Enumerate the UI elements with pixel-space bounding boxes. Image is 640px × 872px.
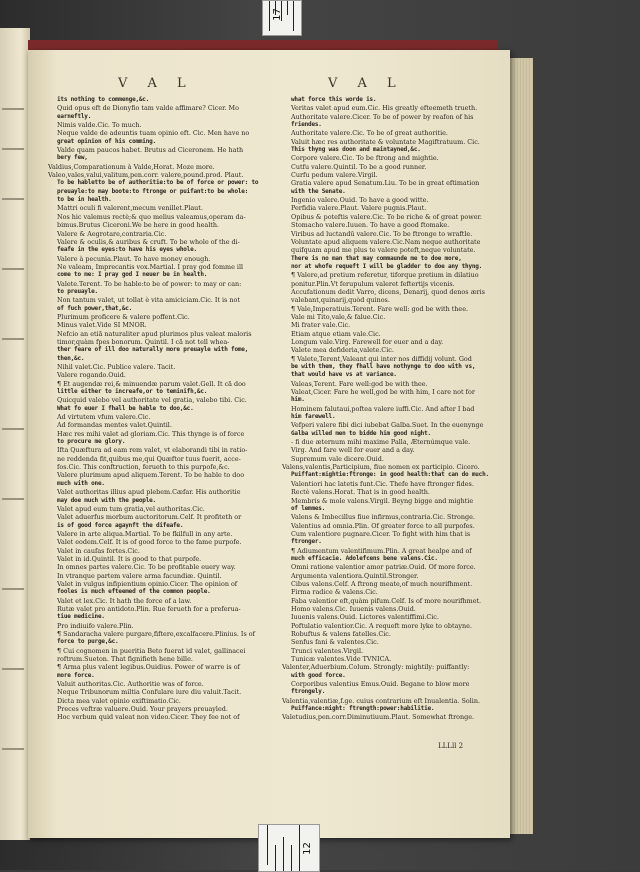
text-line: Valenter,Aduerbium.Colum. Strongly: mightily: puiffantly: xyxy=(282,663,470,672)
text-line: Valet in caufas fortes.Cic. xyxy=(57,546,140,555)
text-line: ¶ Valere,ad pretium referetur, tiforque pretium in dilatiuo xyxy=(291,271,479,280)
text-line: Faba valentior eft,quàm pifum.Celf. Is of more nourifhmet. xyxy=(291,596,482,605)
text-line: This thyng was doon and maintayned,&c. xyxy=(291,146,421,154)
text-line: Membris & mole valens.Virgil. Beyng bigge and mightie xyxy=(291,496,474,505)
text-line: then,&c. xyxy=(57,354,85,362)
text-line: Omni ratione valentior amor patriæ.Ouid. Of more force. xyxy=(291,563,476,572)
text-line: Valuit hæc res authoritate & voluntate Magiftratuum. Cic. xyxy=(291,137,480,146)
text-line: ¶ Cui cognomen in pueritia Beto fuerat id valet, gallinacei xyxy=(57,646,246,655)
text-line: Rutæ valet pro antidoto.Plin. Rue ferueth for a preferua- xyxy=(57,604,241,613)
text-line: Valeo,vales,valui,valitum,pen.corr. valere,pound.prod. Plaut. xyxy=(48,171,244,180)
text-line: Corpore valere.Cic. To be ftrong and mightie. xyxy=(291,154,439,163)
text-line: Hæc res mihi valet ad gloriam.Cic. This thynge is of force xyxy=(57,429,245,438)
text-line: Valeas,Terent. Fare well:god be with thee. xyxy=(291,379,428,388)
text-line: Valens,valentis,Participium, fiue nomen ex participio. Cicero. xyxy=(282,463,480,472)
text-line: that would have vs at variance. xyxy=(291,371,397,379)
text-line: To be habletto be of authoritie:to be of force or power: to xyxy=(57,179,259,187)
text-line: Veritas valet apud eum.Cic. His greatly efteemeth trueth. xyxy=(291,104,478,113)
text-line: Valet in vulgus infipientium opinio.Cicer. The opinion of xyxy=(57,579,238,588)
text-line: nor at whofe requeft I will be gladder to doe any thyng. xyxy=(291,262,483,270)
text-line: Robuftus & valens fatelles.Cic. xyxy=(291,630,391,638)
text-line: him farewell. xyxy=(291,413,336,421)
text-line: Longum vale.Virg. Farewell for euer and a day. xyxy=(291,337,444,346)
text-line: him. xyxy=(291,396,305,404)
text-line: Valens & Imbecillus fiue infirmus,contraria.Cic. Stronge. xyxy=(291,513,475,522)
text-line: Dicta mea valet opinio exiftimatio.Cic. xyxy=(57,696,181,705)
text-line: Voluntate apud aliquem valere.Cic.Nam neque authoritate xyxy=(291,237,481,246)
dictionary-column-right xyxy=(282,96,502,722)
running-head-left: V A L xyxy=(118,76,194,91)
text-line: Vefperi valere fibi dici iubebat Galba.Suet. In the euenynge xyxy=(291,421,484,430)
text-line: is of good force agaynft the difeafe. xyxy=(57,521,184,529)
text-line: with the Senate. xyxy=(291,187,346,195)
text-line: Stomacho valere.Iuuen. To have a good ftomake. xyxy=(291,221,450,230)
text-line: more force. xyxy=(57,671,95,679)
text-line: Mi frater vale.Cic. xyxy=(291,321,351,330)
text-line: Nimis valde.Cic. To much. xyxy=(57,121,142,130)
text-line: Neque Tribunorum miltia Confulare iure diu valuit.Tacit. xyxy=(57,688,242,697)
ruler-bottom xyxy=(258,824,320,872)
text-line: Neque valde de adeuntis tuam opinio eft. Cic. Men have no xyxy=(57,129,250,138)
text-line: ne reddenda fit,quibus me,qui Quæftor tuus fuerit, acce- xyxy=(57,454,241,463)
text-line: ¶ Et augendæ rei,& minuendæ parum valet.Gell. It cã doo xyxy=(57,379,246,388)
text-line: Perfidia valere.Plaut. Valere pugnis.Plaut. xyxy=(291,204,427,213)
text-line: little either to increafe,or to teminifh,&c. xyxy=(57,388,208,396)
text-line: earneftly. xyxy=(57,112,92,120)
text-line: tiue medicine. xyxy=(57,613,105,621)
running-head-right: V A L xyxy=(328,76,404,91)
text-line: much efficacie. Adolefcens bene valens.Cic. xyxy=(291,554,438,562)
text-line: Senfus fani & valentes.Cic. xyxy=(291,638,379,647)
text-line: Valet authoritas illius apud plebem.Cæfar. His authoritie xyxy=(57,488,241,497)
text-line: be with them, they fhall have nothynge to doo with vs, xyxy=(291,363,476,370)
text-line: ¶ Sandaracha valere purgare,fiftere,excalfacere.Plinius. Is of xyxy=(57,630,255,638)
text-line: Valentiori hac latetis funt.Cic. Thefe have ftronger fides. xyxy=(291,479,474,488)
text-line: Valete.Terent. To be hable:to be of power: to may or can: xyxy=(57,279,242,288)
text-line: may doe much with the people. xyxy=(57,496,156,504)
text-line: bery few, xyxy=(57,154,88,162)
text-line: Trunci valentes.Virgil. xyxy=(291,646,364,655)
text-line: Authoritate valere.Cicer. To be of power by reafon of his xyxy=(291,112,474,121)
text-line: Cum valentiore pugnare.Cicer. To fight with him that is xyxy=(291,529,471,538)
text-line: Vale mi Tito,vale,& falue.Cic. xyxy=(291,312,386,321)
text-line: Corporibus valentius Emus.Ouid. Begane to blow more xyxy=(291,680,470,689)
text-line: fos.Cic. This conftruction, ferueth to this purpofe,&c. xyxy=(57,463,230,472)
text-line: Valet aduerfus morbum auctoritorum.Celf. It profiteth or xyxy=(57,513,242,522)
text-line: Nefcio an etiã naturaliter apud plurimos plus valeat maloris xyxy=(57,329,252,338)
text-line: Mattri oculi fi valerent,mecum venillet.Plaut. xyxy=(57,204,203,213)
text-line: what force this worde is. xyxy=(291,96,377,103)
left-page-edge xyxy=(0,28,30,840)
text-line: ¶ Valete,Terent,Valeant qui inter nos diffidij volunt. God xyxy=(291,354,472,363)
text-line: valebant,quinarij,quòd quinos. xyxy=(291,296,390,305)
text-line: of fuch power,that,&c. xyxy=(57,304,133,312)
text-line: ponitur.Plin.Vt ferupulum valeret feftertijs vicenis. xyxy=(291,279,455,288)
text-line: Hominem falutaui,poftea valere iuffi.Cic. And after I bad xyxy=(291,404,475,413)
text-line: Valdius,Comparationum à Valde,Horat. Moze more. xyxy=(48,162,215,171)
text-line: Valet in id.Quintil. It is good to that purpofe. xyxy=(57,554,202,563)
text-line: Valere in arte aliqua.Martial. To be fkilfull in any arte. xyxy=(57,529,233,538)
ruler-top xyxy=(262,0,302,36)
text-line: to preuayle. xyxy=(57,287,98,295)
text-line: Valere & oculis,& auribus & cruft. To be whole of the di- xyxy=(57,237,240,246)
text-line: Firma radice & valens.Cic. xyxy=(291,588,378,597)
text-line: Preces veftræ valuere.Ouid. Your prayers preuayled. xyxy=(57,705,228,714)
text-line: Ingenio valere.Ouid. To have a good witte. xyxy=(291,196,429,205)
text-line: Argumenta valentiora.Quintil.Stronger. xyxy=(291,571,419,580)
text-line: force to purge,&c. xyxy=(57,638,119,646)
text-line: Valet et lex.Cic. It hath the force of a law. xyxy=(57,596,192,605)
text-line: feafe in the eyes:to have his eyes whole. xyxy=(57,246,197,254)
text-line: Cutfu valere.Quintil. To be a good runner. xyxy=(291,162,427,171)
text-line: great opinion of his comming. xyxy=(57,137,156,145)
text-line: of lemmes. xyxy=(291,504,326,512)
text-line: Quicquid valebo vel authoritate vel gratia, valebo tibi. Cic. xyxy=(57,396,247,405)
text-line: Poftulatio valentior.Cic. A requeft more lyke to obtayne. xyxy=(291,621,472,630)
text-line: There is no man that may commaunde me to doe more, xyxy=(291,254,462,262)
text-line: Quid opus eft de Dionyfio tam valde affimare? Cicer. Mo xyxy=(57,104,239,113)
text-line: Valet apud eum tum gratia,vel authoritas.Cic. xyxy=(57,504,205,513)
text-line: Valere à pecunia.Plaut. To have money enough. xyxy=(57,254,211,263)
text-line: Cibus valens.Celf. A ftrong meate,of much nourifhment. xyxy=(291,579,473,588)
text-line: Opibus & poteftis valere.Cic. To be riche & of great power. xyxy=(291,212,482,221)
text-line: with good force. xyxy=(291,671,346,679)
dictionary-column-left xyxy=(48,96,274,722)
text-line: fooles is much efteemed of the common people. xyxy=(57,588,211,596)
text-line: Galba willed men to bidde him good night. xyxy=(291,429,431,437)
text-line: Valet eodem.Celf. It is of good force to the fame purpofe. xyxy=(57,538,242,547)
text-line: Accufationum dedit Varro, dicens, Denarij, quod denos æris xyxy=(291,287,485,296)
text-line: Ifta Quæftura ad eam rem valet, vt elaborandi tibi in ratio- xyxy=(57,446,248,455)
text-line: Curfu pedum valere.Virgil. xyxy=(291,171,378,180)
text-line: preuayle:to may boote:to ftronge or puifant:to be whole: xyxy=(57,187,249,195)
text-line: Viribus ad luctandū valere.Cic. To be ftronge to wraftle. xyxy=(291,229,473,238)
text-line: Valetudius,pen.corr.Diminutiuum.Plaut. Somewhat ftronge. xyxy=(282,713,475,722)
text-line: Valentius ad omnia.Plin. Of greater force to all purpofes. xyxy=(291,521,475,530)
text-line: Valere plurimum apud aliquem.Terent. To be hable to doo xyxy=(57,471,245,480)
text-line: Valde quam paucos habet. Brutus ad Ciceronem. He hath xyxy=(57,146,244,155)
ruler-bottom-number: 12 xyxy=(301,842,313,855)
text-line: its nothing to commenge,&c. xyxy=(57,96,150,103)
signature-mark: LLLll 2 xyxy=(438,742,464,750)
text-line: ¶ Arma plus valent legibus.Ouidius. Power of warre is of xyxy=(57,663,240,672)
text-line: Puiffant:mightie:ftronge: in good health:that can do much. xyxy=(291,471,489,479)
text-line: Tunicæ valentes.Vide TVNICA. xyxy=(291,655,392,664)
text-line: to procure me glory. xyxy=(57,438,126,446)
text-line: timor,quàm fpes bonorum. Quintil. I cã not tell whea- xyxy=(57,337,230,346)
text-line: Valentia,valentiæ,f.ge. cuius contrarium eft Inualentia. Solin. xyxy=(282,696,480,705)
text-line: roftrum.Sueton. That fignifieth hene bille. xyxy=(57,655,193,664)
text-line: Virg. And fare well for euer and a day. xyxy=(291,446,415,455)
text-line: Puiffance:might: ftrength:power:habilitie. xyxy=(291,705,435,713)
text-line: Valere rogando.Ouid. xyxy=(57,371,126,380)
text-line: Non tantum valet, ut tollat è vita amiciciam.Cic. It is not xyxy=(57,296,240,305)
text-line: Rectè valens.Horat. That is in good health. xyxy=(291,488,430,497)
text-line: Valere & Aegrotare,contraria.Cic. xyxy=(57,229,167,238)
text-line: ftronger. xyxy=(291,538,322,546)
text-line: Authoritate valere.Cic. To be of great authoritie. xyxy=(291,129,448,138)
text-line: Nos hic valemus rectè;& quo melius valeamus,operam da- xyxy=(57,212,246,221)
text-line: Valeat,Cicer. Fare he well,god be with him, I care not for xyxy=(291,388,475,397)
text-line: come to me: I pray god I neuer be in health. xyxy=(57,271,208,279)
text-line: In vtranque partem valere arma facundiæ. Quintil. xyxy=(57,571,222,580)
text-line: friendes. xyxy=(291,121,322,129)
book-page xyxy=(28,50,510,838)
text-line: Hoc verbum quid valeat non video.Cicer. They fee not of xyxy=(57,713,240,722)
text-line: ftrongely. xyxy=(291,688,326,696)
text-line: Valete mea defideria,valete.Cic. xyxy=(291,346,394,355)
text-line: much with one. xyxy=(57,479,105,487)
text-line: What fo euer I fhall be hable to doo,&c. xyxy=(57,404,194,412)
text-line: Pro indiuifo valere.Plin. xyxy=(57,621,134,630)
text-line: Nihil valet.Cic. Publice valere. Tacit. xyxy=(57,363,176,371)
text-line: Ad virtutem vfum valere.Cic. xyxy=(57,413,151,422)
text-line: Supremum vale dicere.Ouid. xyxy=(291,454,384,463)
text-line: ther feare of ill doo naturally more preuayle with fome, xyxy=(57,346,249,354)
text-line: Etiam atque etiam vale.Cic. xyxy=(291,329,381,338)
text-line: quifquam apud me plus te valere poteft,neque voluntate. xyxy=(291,246,476,255)
text-line: Valuit authoritas.Cic. Authoritie was of force. xyxy=(57,680,204,689)
text-line: Ad formandas mentes valet.Quintil. xyxy=(57,421,172,430)
text-line: bimus.Brutus Ciceroni.We be here in good health. xyxy=(57,221,219,230)
text-line: Homo valens.Cic. Iuuenis valens.Ouid. xyxy=(291,604,416,613)
text-line: Iuuenis valens.Ouid. Lictores valentiffimi.Cic. xyxy=(291,613,439,622)
text-line: In omnes partes valere.Cic. To be profitable euery way. xyxy=(57,563,236,572)
text-line: ¶ Vale,Imperatiuis.Terent. Fare well: god be with thee. xyxy=(291,304,469,313)
text-line: to be in health. xyxy=(57,196,112,204)
text-line: - fi due æternum mihi maxime Palla, Æternúmque vale. xyxy=(291,438,471,447)
text-line: Ne valeam, Imprecantis vox.Martial. I pray god fomme ill xyxy=(57,262,244,271)
ruler-top-number: 17 xyxy=(271,8,283,21)
text-line: ¶ Adiumentum valentifimum.Plin. A great healpe and of xyxy=(291,546,472,555)
text-line: Plurimum proficere & valere poffent.Cic. xyxy=(57,312,190,321)
text-line: Gratia valere apud Senatum.Liu. To be in great eftimation xyxy=(291,179,480,188)
text-line: Minus valet.Vide SI MNOR. xyxy=(57,321,147,330)
